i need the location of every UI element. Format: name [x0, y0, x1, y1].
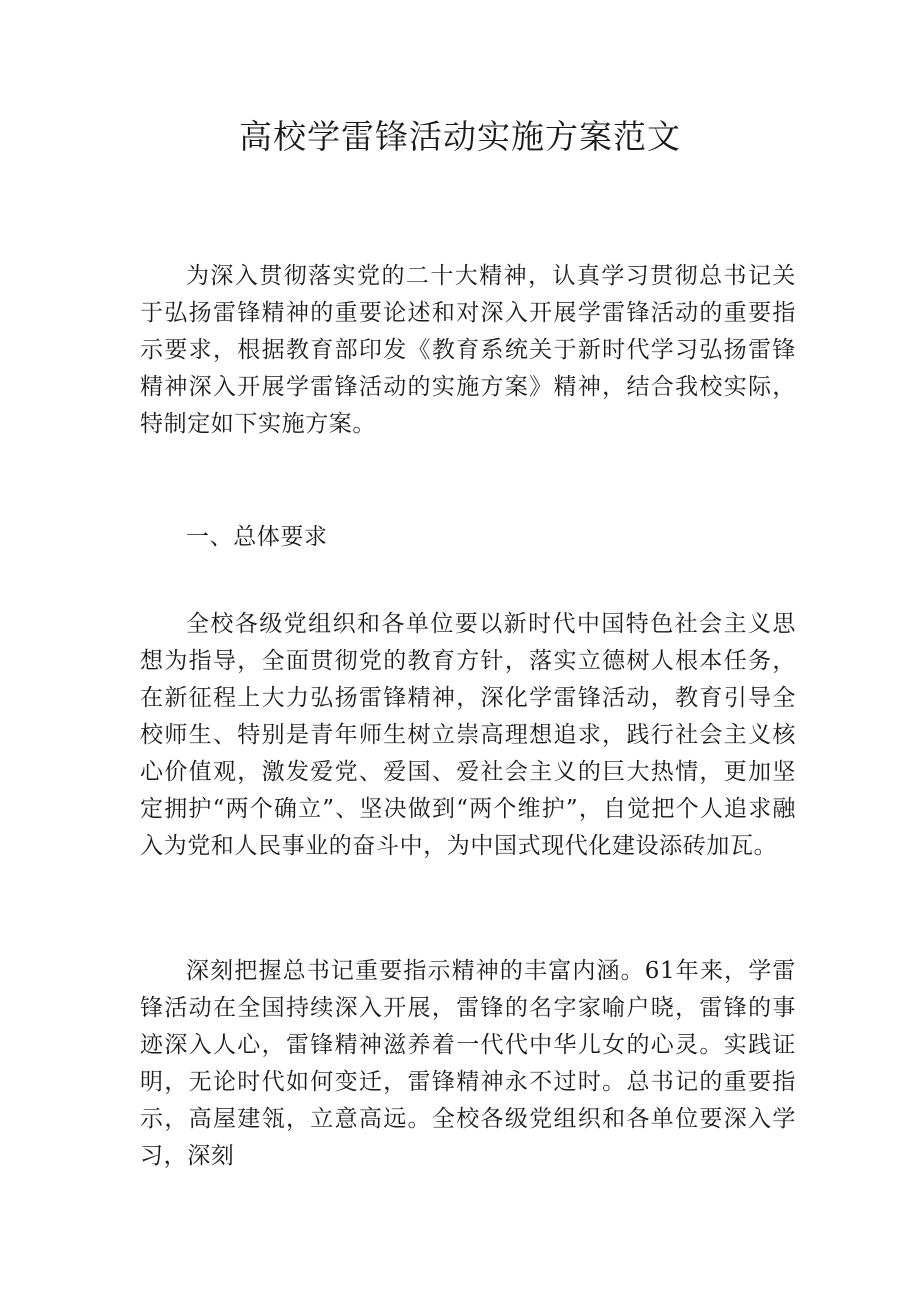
requirements-paragraph: 全校各级党组织和各单位要以新时代中国特色社会主义思想为指导，全面贯彻党的教育方针，落实立德树人根本任务，在新征程上大力弘扬雷锋精神，深化学雷锋活动，教育引导全校师生、特别是青年师生树立崇高理想追求，践行社会主义核心价值观，激发爱党、爱国、爱社会主义的巨大热情，更加坚定拥护“两个确立”、坚决做到“两个维护”，自觉把个人追求融入为党和人民事业的奋斗中，为中国式现代化建设添砖加瓦。 — [140, 611, 796, 859]
document-title: 高校学雷锋活动实施方案范文 — [239, 117, 681, 156]
section-heading: 一、总体要求 — [186, 524, 328, 550]
intro-paragraph: 为深入贯彻落实党的二十大精神，认真学习贯彻总书记关于弘扬雷锋精神的重要论述和对深入开展学雷锋活动的重要指示要求，根据教育部印发《教育系统关于新时代学习弘扬雷锋精神深入开展学雷锋活动的实施方案》精神，结合我校实际，特制定如下实施方案。 — [140, 263, 796, 437]
connotation-paragraph: 深刻把握总书记重要指示精神的丰富内涵。61年来，学雷锋活动在全国持续深入开展，雷锋的名字家喻户晓，雷锋的事迹深入人心，雷锋精神滋养着一代代中华儿女的心灵。实践证明，无论时代如何变迁，雷锋精神永不过时。总书记的重要指示，高屋建瓴，立意高远。全校各级党组织和各单位要深入学习，深刻 — [140, 958, 796, 1169]
